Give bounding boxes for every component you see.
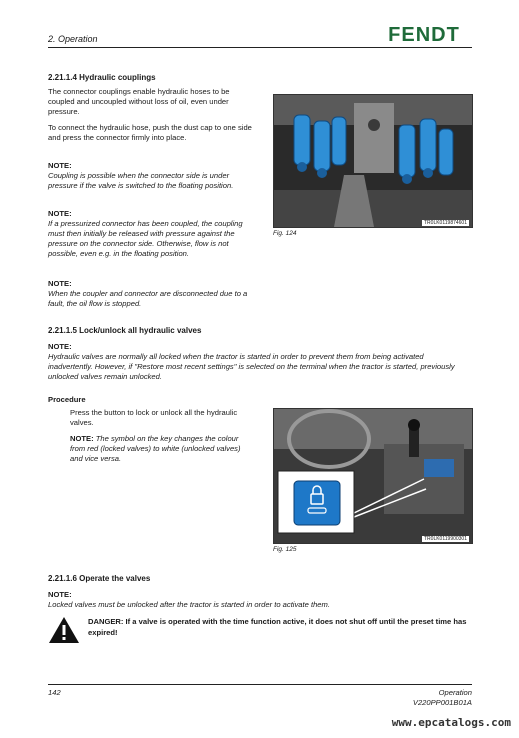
note-label: NOTE: bbox=[48, 209, 72, 218]
couplings-para-1: The connector couplings enable hydraulic hoses to be coupled and uncoupled without loss of oil, even under pressure. bbox=[48, 87, 230, 116]
note-label: NOTE: bbox=[48, 161, 72, 170]
lock-button-image bbox=[274, 409, 472, 543]
section-heading-lock: 2.21.1.5 Lock/unlock all hydraulic valves bbox=[48, 326, 202, 335]
doc-code: V220PP001B01A bbox=[412, 698, 472, 707]
fendt-logo bbox=[376, 24, 472, 44]
note-label: NOTE: bbox=[48, 342, 72, 351]
note-label: NOTE: bbox=[70, 434, 94, 443]
watermark-url: www.epcatalogs.com bbox=[391, 716, 511, 729]
note-text: Hydraulic valves are normally all locked when the tractor is started in order to prevent them from being activated inadvertently. However, if "Restore most recent settings" is selected on the terminal when the tractor is started, previously unlocked valves remain unlocked. bbox=[48, 352, 455, 381]
figure-124-photo bbox=[273, 94, 473, 228]
hydraulic-couplings-image bbox=[274, 95, 472, 227]
couplings-para-2: To connect the hydraulic hose, push the dust cap to one side and press the connector firmly into place. bbox=[48, 123, 252, 142]
danger-warning: DANGER: If a valve is operated with the time function active, it does not shut off until the preset time has expired! bbox=[88, 617, 467, 637]
page-number: 142 bbox=[48, 688, 61, 697]
procedure-heading: Procedure bbox=[48, 395, 86, 404]
figure-caption: Fig. 124 bbox=[273, 230, 297, 237]
note-label: NOTE: bbox=[48, 279, 72, 288]
footer-section: Operation bbox=[438, 688, 472, 697]
figure-code: TR0LK0119900301 bbox=[424, 536, 467, 542]
note-text: Locked valves must be unlocked after the tractor is started in order to activate them. bbox=[48, 600, 330, 609]
section-heading-operate: 2.21.1.6 Operate the valves bbox=[48, 574, 151, 583]
footer-divider bbox=[48, 684, 472, 685]
procedure-step-note bbox=[70, 434, 246, 464]
svg-text:FENDT: FENDT bbox=[388, 24, 460, 44]
procedure-step: Press the button to lock or unlock all the hydraulic valves. bbox=[70, 408, 238, 427]
note-text: If a pressurized connector has been coupled, the coupling must then initially be released with pressure against the pressure on the connector side. Otherwise, flow is not possible, even e.g. in the floating position. bbox=[48, 219, 243, 258]
header-divider bbox=[48, 47, 472, 48]
note-text: Coupling is possible when the connector side is under pressure if the valve is switched to the floating position. bbox=[48, 171, 234, 190]
figure-caption: Fig. 125 bbox=[273, 546, 297, 553]
figure-code: TR0LK0119874601 bbox=[424, 220, 467, 226]
note-text: The symbol on the key changes the colour from red (locked valves) to white (unlocked valves) and vice versa. bbox=[70, 434, 241, 463]
chapter-title: 2. Operation bbox=[48, 34, 98, 44]
note-label: NOTE: bbox=[48, 590, 72, 599]
section-heading-couplings: 2.21.1.4 Hydraulic couplings bbox=[48, 73, 156, 82]
note-text: When the coupler and connector are disconnected due to a fault, the oil flow is stopped. bbox=[48, 289, 248, 308]
warning-icon bbox=[48, 616, 80, 644]
figure-125-photo bbox=[273, 408, 473, 544]
